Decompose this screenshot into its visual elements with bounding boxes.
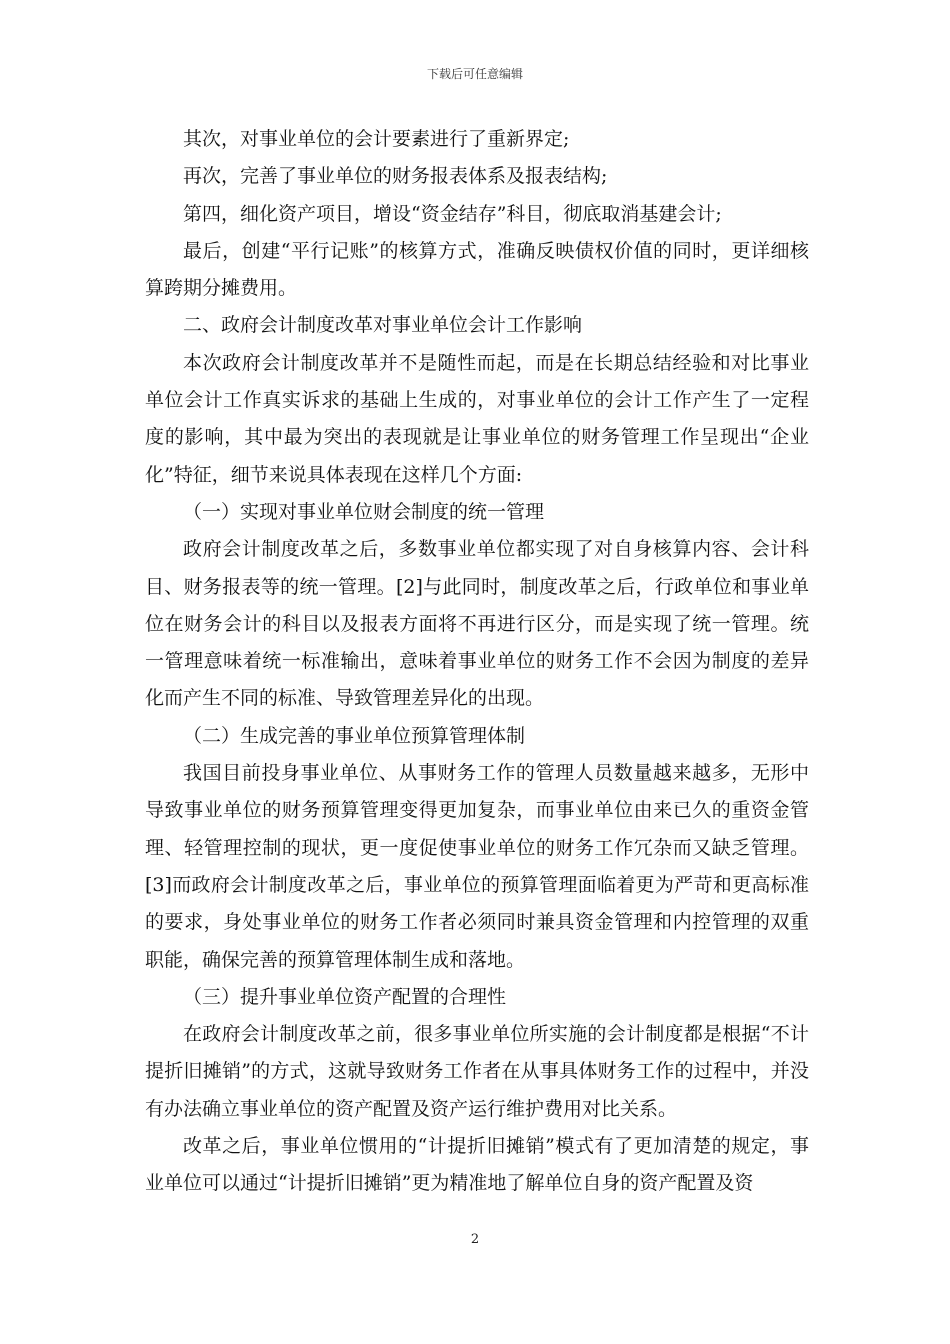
subsection-heading: （三）提升事业单位资产配置的合理性 xyxy=(183,985,507,1008)
subsection-heading: （二）生成完善的事业单位预算管理体制 xyxy=(183,724,526,747)
body-paragraph: 再次，完善了事业单位的财务报表体系及报表结构; xyxy=(183,165,608,188)
page-header: 下载后可任意编辑 xyxy=(426,67,523,81)
body-paragraph: 我国目前投身事业单位、从事财务工作的管理人员数量越来越多，无形中导致事业单位的财务预算管理变得更加复杂，而事业单位由来已久的重资金管理、轻管理控制的现状，更一度促使事业单位的财务工作冗杂而又缺乏管理。[3]而政府会计制度改革之后，事业单位的预算管理面临着更为严苛和更高标准的要求，身处事业单位的财务工作者必须同时兼具资金管理和内控管理的双重职能，确保完善的预算管理体制生成和落地。 xyxy=(145,762,809,971)
body-paragraph: 其次，对事业单位的会计要素进行了重新界定; xyxy=(183,128,570,150)
body-paragraph: 在政府会计制度改革之前，很多事业单位所实施的会计制度都是根据“不计提折旧摊销”的方式，这就导致财务工作者在从事具体财务工作的过程中，并没有办法确立事业单位的资产配置及资产运行维护费用对比关系。 xyxy=(145,1023,809,1120)
body-paragraph: 最后，创建“平行记账”的核算方式，准确反映债权价值的同时，更详细核算跨期分摊费用。 xyxy=(145,239,809,300)
section-heading: 二、政府会计制度改革对事业单位会计工作影响 xyxy=(183,314,583,337)
body-paragraph: 第四，细化资产项目，增设“资金结存”科目，彻底取消基建会计; xyxy=(183,202,722,225)
body-paragraph: 改革之后，事业单位惯用的“计提折旧摊销”模式有了更加清楚的规定，事业单位可以通过“计提折旧摊销”更为精准地了解单位自身的资产配置及资 xyxy=(145,1135,809,1195)
subsection-heading: （一）实现对事业单位财会制度的统一管理 xyxy=(183,500,545,523)
page-number: 2 xyxy=(470,1232,480,1247)
body-paragraph: 政府会计制度改革之后，多数事业单位都实现了对自身核算内容、会计科目、财务报表等的统一管理。[2]与此同时，制度改革之后，行政单位和事业单位在财务会计的科目以及报表方面将不再进行区分，而是实现了统一管理。统一管理意味着统一标准输出，意味着事业单位的财务工作不会因为制度的差异化而产生不同的标准、导致管理差异化的出现。 xyxy=(145,538,809,710)
document-body xyxy=(145,121,809,1203)
body-paragraph: 本次政府会计制度改革并不是随性而起，而是在长期总结经验和对比事业单位会计工作真实诉求的基础上生成的，对事业单位的会计工作产生了一定程度的影响，其中最为突出的表现就是让事业单位的财务管理工作呈现出“企业化”特征，细节来说具体表现在这样几个方面: xyxy=(145,351,809,486)
